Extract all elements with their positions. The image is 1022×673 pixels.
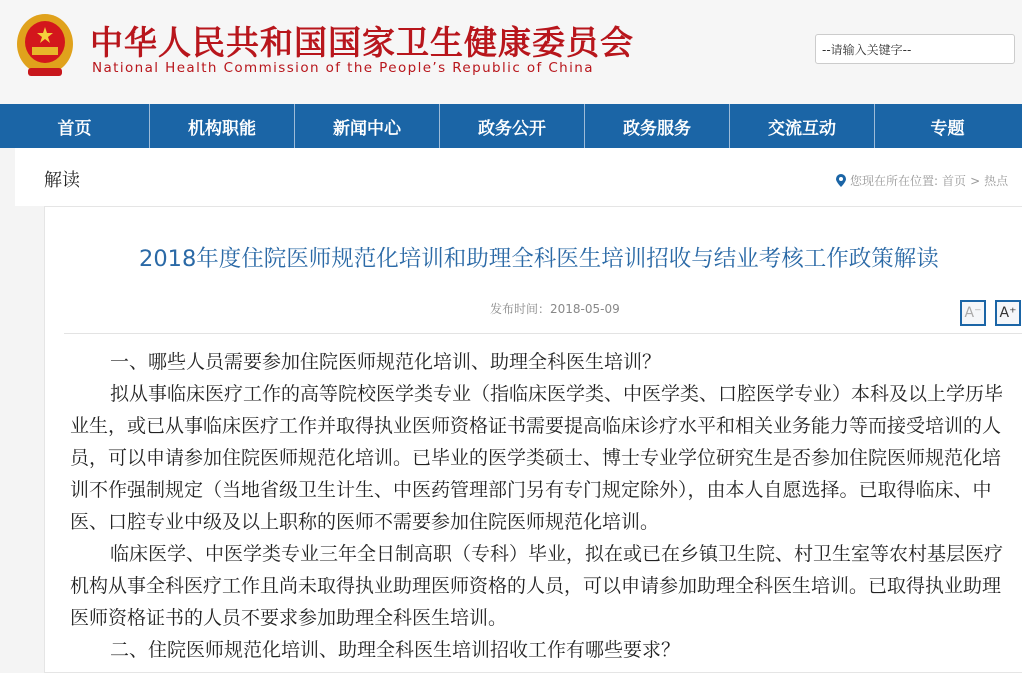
- paragraph-line: 执业助理医师资格证书的人员不要求参加助理全科医生培训。: [70, 575, 1002, 629]
- paragraph-line: 医疗机构从事全科医疗工作且尚未取得执业助理医师资格的人员，可以申请参加助理全科医生培训。已取得: [70, 543, 1004, 597]
- section-title: 解读: [44, 170, 80, 191]
- font-larger-button[interactable]: A⁺: [995, 300, 1021, 326]
- divider: [64, 333, 1022, 334]
- question-heading: [70, 346, 1015, 378]
- location-label: 您现在所在位置:: [850, 174, 939, 188]
- font-smaller-button[interactable]: A⁻: [960, 300, 986, 326]
- question-heading: [70, 634, 1015, 666]
- paragraph-line: 择。已取得临床、中医、口腔专业中级及以上职称的医师不需要参加住院医师规范化培训。: [70, 479, 992, 533]
- paragraph-line: 一、哪些人员需要参加住院医师规范化培训、助理全科医生培训？: [110, 351, 662, 373]
- paragraph-line: 培训的人员，可以申请参加住院医师规范化培训。已毕业的医学类硕士、博士专业学位研究生是否参加住院: [70, 415, 1002, 469]
- paragraph-line: 历毕业生，或已从事临床医疗工作并取得执业医师资格证书需要提高临床诊疗水平和相关业务能力等而接受: [70, 383, 1004, 437]
- nav-organization[interactable]: 机构职能: [150, 104, 295, 148]
- crumb-separator: >: [970, 173, 981, 188]
- breadcrumb: [836, 172, 1008, 189]
- paragraph-line: 医师规范化培训不作强制规定（当地省级卫生计生、中医药管理部门另有专门规定除外），由本人自愿选: [70, 447, 1002, 501]
- paragraph: [70, 538, 1015, 634]
- article-title: 2018年度住院医师规范化培训和助理全科医生培训招收与结业考核工作政策解读: [139, 246, 939, 272]
- nav-services[interactable]: 政务服务: [585, 104, 730, 148]
- search-input[interactable]: --请输入关键字--: [815, 34, 1015, 64]
- nav-interaction[interactable]: 交流互动: [730, 104, 875, 148]
- paragraph-line: 二、住院医师规范化培训、助理全科医生培训招收工作有哪些要求？: [110, 639, 681, 661]
- nav-news[interactable]: 新闻中心: [295, 104, 440, 148]
- crumb-home[interactable]: 首页: [942, 174, 967, 188]
- publish-date: 发布时间：2018-05-09: [490, 302, 620, 316]
- paragraph-line: 拟从事临床医疗工作的高等院校医学类专业（指临床医学类、中医学类、口腔医学专业）本科及以上学: [110, 383, 966, 405]
- nav-gov-affairs[interactable]: 政务公开: [440, 104, 585, 148]
- site-header: [0, 0, 1022, 104]
- nav-home[interactable]: 首页: [0, 104, 150, 148]
- crumb-hot[interactable]: 热点: [984, 174, 1009, 188]
- location-pin-icon: [836, 174, 846, 187]
- national-emblem-icon: [14, 13, 76, 79]
- nav-topics[interactable]: 专题: [930, 118, 965, 139]
- paragraph-line: 临床医学、中医学类专业三年全日制高职（专科）毕业，拟在或已在乡镇卫生院、村卫生室等农村基层: [110, 543, 966, 565]
- main-nav: [0, 104, 1022, 148]
- site-title-cn[interactable]: 中华人民共和国国家卫生健康委员会: [90, 23, 634, 62]
- paragraph: [70, 378, 1015, 538]
- site-title-en: National Health Commission of the People’s Republic of China: [92, 60, 594, 76]
- article-body: [70, 346, 1015, 666]
